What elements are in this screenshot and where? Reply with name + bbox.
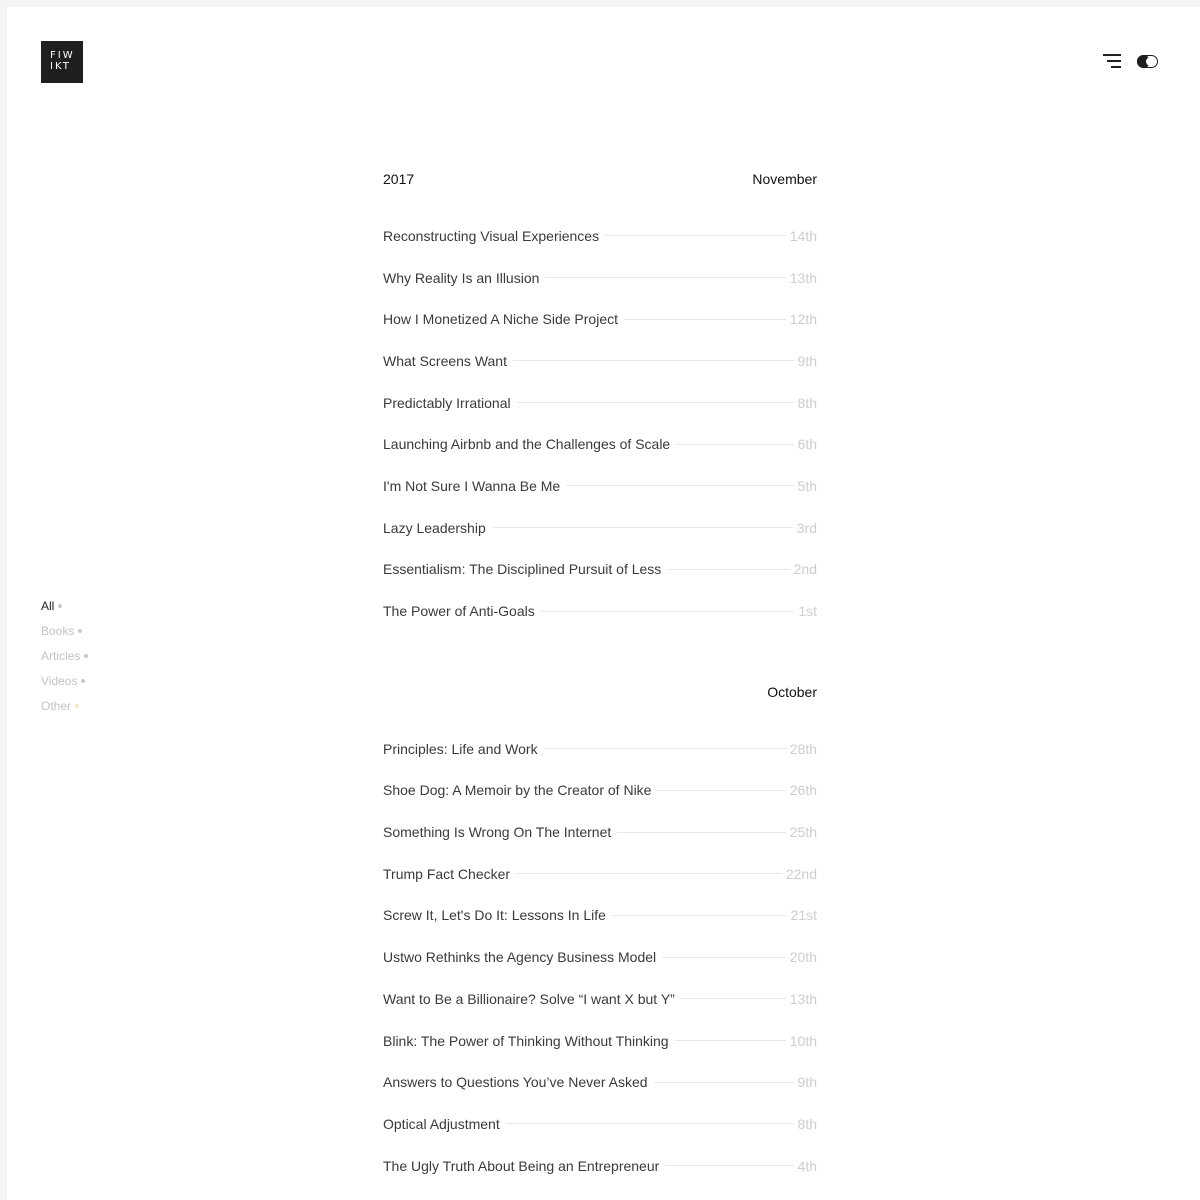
entry-divider-line [657,790,785,791]
logo-line-2: IKT [50,61,71,72]
entry-title: Ustwo Rethinks the Agency Business Model [383,949,657,966]
entry-date: 28th [789,740,817,757]
entry-title: Screw It, Let's Do It: Lessons In Life [383,907,606,924]
list-item[interactable] [383,423,817,465]
list-item[interactable] [383,728,817,770]
entry-date: 8th [797,394,817,411]
list-item[interactable] [383,215,817,257]
entry-date: 3rd [796,519,817,536]
filter-label: Videos [41,674,78,688]
entry-title: Trump Fact Checker [383,865,511,882]
entry-divider-line [513,360,794,361]
filter-dot [58,604,62,608]
logo-line-1: FIW [50,50,75,61]
entry-list-november [383,215,817,632]
entry-date: 13th [789,269,817,286]
hamburger-menu-icon[interactable] [1103,54,1121,69]
filter-dot [84,654,88,658]
filter-label: Articles [41,649,81,663]
entry-title: What Screens Want [383,352,507,369]
entry-divider-line [654,1082,794,1083]
list-item[interactable] [383,590,817,632]
entry-divider-line [617,832,785,833]
list-item[interactable] [383,298,817,340]
entry-divider-line [676,444,793,445]
entry-list-october [383,728,817,1187]
entry-divider-line [566,485,793,486]
category-filter-nav [41,594,88,719]
entry-divider-line [667,569,789,570]
entry-title: How I Monetized A Niche Side Project [383,311,619,328]
list-item[interactable] [383,507,817,549]
entry-divider-line [541,611,795,612]
entry-title: Principles: Life and Work [383,740,538,757]
entry-date: 26th [789,782,817,799]
entry-date: 20th [789,949,817,966]
entry-date: 14th [789,227,817,244]
entry-title: Essentialism: The Disciplined Pursuit of Less [383,561,662,578]
entry-date: 9th [797,1074,817,1091]
entry-date: 6th [797,436,817,453]
entry-title: Blink: The Power of Thinking Without Thinking [383,1032,669,1049]
entry-title: Answers to Questions You’ve Never Asked [383,1074,648,1091]
site-logo[interactable] [41,41,83,83]
filter-label: Other [41,699,72,713]
entry-title: Reconstructing Visual Experiences [383,227,600,244]
entry-date: 10th [789,1032,817,1049]
filter-dot [78,629,82,633]
filter-other[interactable] [41,694,88,719]
entry-divider-line [681,998,786,999]
entry-divider-line [662,957,786,958]
entry-date: 12th [789,311,817,328]
month-label: November [752,171,817,187]
entry-divider-line [665,1165,793,1166]
entry-title: Why Reality Is an Illusion [383,269,540,286]
filter-articles[interactable] [41,644,88,669]
entry-divider-line [605,235,786,236]
theme-toggle-icon[interactable] [1137,55,1158,68]
entry-title: The Power of Anti-Goals [383,603,535,620]
list-item[interactable] [383,549,817,591]
entry-title: Something Is Wrong On The Internet [383,824,612,841]
section-header-november [383,171,817,195]
filter-label: All [41,599,55,613]
section-header-october [383,684,817,708]
filter-all[interactable] [41,594,88,619]
entry-date: 8th [797,1115,817,1132]
filter-books[interactable] [41,619,88,644]
filter-dot [75,704,79,708]
entry-title: Shoe Dog: A Memoir by the Creator of Nike [383,782,652,799]
list-item[interactable] [383,811,817,853]
entry-date: 25th [789,824,817,841]
list-item[interactable] [383,1145,817,1187]
list-item[interactable] [383,936,817,978]
archive-list [383,171,817,1186]
list-item[interactable] [383,382,817,424]
entry-divider-line [506,1123,794,1124]
entry-date: 2nd [793,561,817,578]
entry-date: 9th [797,352,817,369]
list-item[interactable] [383,1020,817,1062]
entry-divider-line [544,748,786,749]
filter-label: Books [41,624,75,638]
entry-date: 13th [789,990,817,1007]
entry-divider-line [612,915,787,916]
list-item[interactable] [383,1061,817,1103]
entry-divider-line [624,319,786,320]
entry-date: 4th [797,1157,817,1174]
entry-title: Want to Be a Billionaire? Solve “I want X but Y” [383,990,675,1007]
entry-title: Predictably Irrational [383,394,511,411]
filter-videos[interactable] [41,669,88,694]
entry-date: 21st [790,907,817,924]
list-item[interactable] [383,978,817,1020]
filter-dot [81,679,85,683]
entry-title: Optical Adjustment [383,1115,500,1132]
list-item[interactable] [383,465,817,507]
month-label: October [767,683,817,700]
entry-divider-line [516,873,782,874]
entry-divider-line [492,527,793,528]
entry-divider-line [675,1040,786,1041]
entry-divider-line [517,402,794,403]
list-item[interactable] [383,1103,817,1145]
entry-date: 22nd [785,865,817,882]
entry-title: I'm Not Sure I Wanna Be Me [383,477,561,494]
year-label: 2017 [383,171,415,187]
list-item[interactable] [383,257,817,299]
list-item[interactable] [383,770,817,812]
entry-title: The Ugly Truth About Being an Entrepreneur [383,1157,660,1174]
list-item[interactable] [383,340,817,382]
entry-date: 5th [797,477,817,494]
entry-title: Lazy Leadership [383,519,486,536]
list-item[interactable] [383,853,817,895]
list-item[interactable] [383,895,817,937]
entry-divider-line [545,277,785,278]
entry-date: 1st [798,603,817,620]
entry-title: Launching Airbnb and the Challenges of Scale [383,436,671,453]
